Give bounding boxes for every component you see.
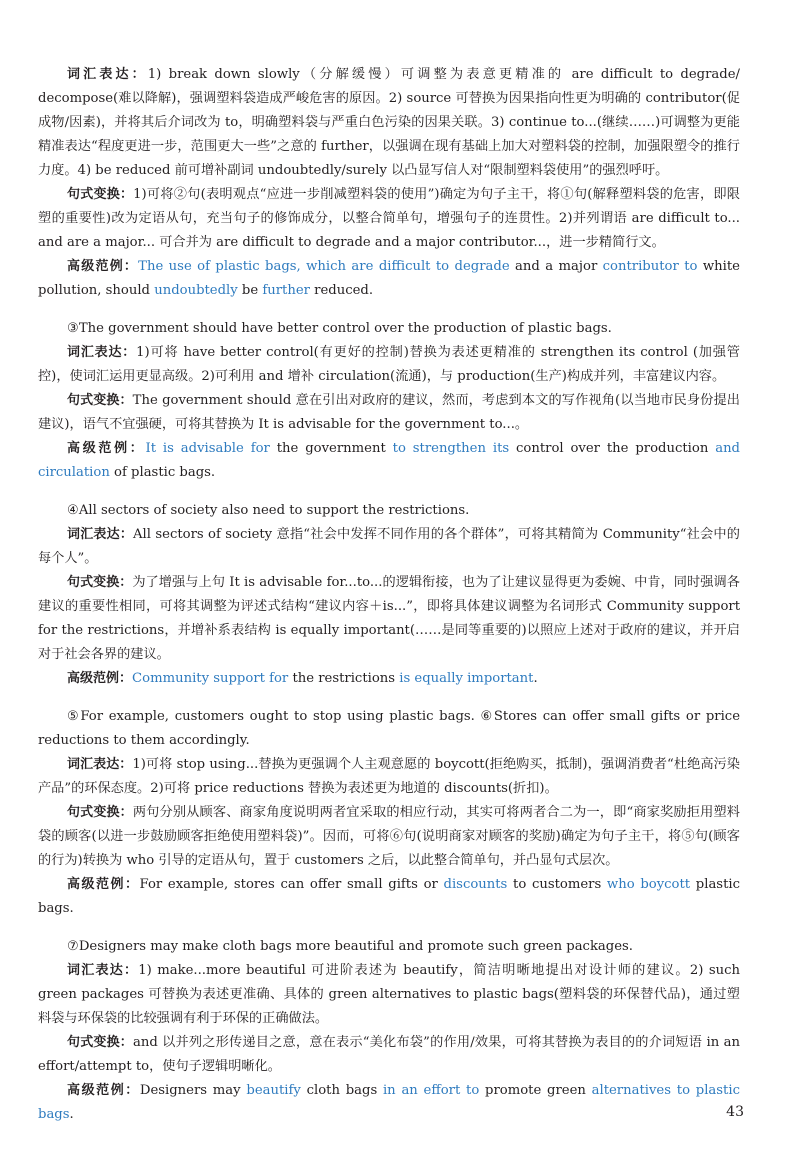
vocab-label: 词汇表达： [67, 963, 139, 978]
text: be [237, 283, 263, 298]
highlight: and circulation [38, 441, 741, 480]
page-number: 43 [726, 1104, 744, 1120]
example-paragraph [38, 873, 740, 921]
highlight: who boycott [606, 877, 691, 892]
syntax-label: 句式变换： [67, 805, 133, 820]
syntax-label: 句式变换： [67, 575, 133, 590]
highlight: It is advisable for [145, 441, 270, 456]
syntax-paragraph [38, 183, 740, 255]
vocab-label: 词汇表达： [67, 527, 134, 542]
example-label: 高级范例： [67, 877, 140, 892]
text: . [533, 671, 538, 686]
highlight: to strengthen its [392, 441, 510, 456]
text: cloth bags [300, 1083, 383, 1098]
highlight: undoubtedly [154, 283, 238, 298]
original-sentence: ④All sectors of society also need to support the restrictions. [67, 503, 470, 518]
syntax-text: The government should 意在引出对政府的建议，然而，考虑到本文的写作视角(以当地市民身份提出建议)，语气不宜强硬，可将其替换为 It is advisable for the government to...。 [38, 393, 740, 432]
vocab-text: 1) make...more beautiful 可进阶表述为 beautify，简洁明晰地提出对设计师的建议。2) such green packages 可替换为表述更准确、具体的 green alternatives to plastic bags(塑料袋的环保替代品)，通过塑料袋与环保袋的比较强调有利于环保的正确做法。 [38, 963, 740, 1026]
text: and a major [509, 259, 603, 274]
highlight: in an effort to [382, 1083, 480, 1098]
text: to customers [507, 877, 607, 892]
text: Designers may [139, 1083, 247, 1098]
syntax-paragraph [38, 389, 740, 437]
highlight: discounts [443, 877, 508, 892]
highlight: contributor to [602, 259, 698, 274]
syntax-text: and 以并列之形传递目之意，意在表示“美化布袋”的作用/效果，可将其替换为表目的的介词短语 in an effort/attempt to，使句子逻辑明晰化。 [38, 1035, 740, 1074]
highlight: alternatives to plastic bags [38, 1083, 740, 1122]
example-paragraph [38, 437, 740, 485]
original-sentence: ⑤For example, customers ought to stop using plastic bags. ⑥Stores can offer small gifts or price reductions to them accordingly. [38, 709, 740, 748]
vocab-paragraph [38, 753, 740, 801]
example-label: 高级范例： [67, 1083, 140, 1098]
example-label: 高级范例： [67, 671, 133, 686]
vocab-paragraph [38, 341, 740, 389]
syntax-paragraph [38, 571, 740, 667]
original-sentence: ③The government should have better control over the production of plastic bags. [67, 321, 612, 336]
vocab-paragraph [38, 523, 740, 571]
syntax-text: 为了增强与上句 It is advisable for...to...的逻辑衔接，也为了让建议显得更为委婉、中肯，同时强调各建议的重要性相同，可将其调整为评述式结构“建议内容＋is...”，即将具体建议调整为名词形式 Community support for the restrictions，并增补系表结构 is equally important(……是同等重要的)以照应上述对于政府的建议，并开启对于社会各界的建议。 [38, 575, 740, 662]
vocab-label: 词汇表达： [67, 67, 148, 82]
vocab-text: 1) break down slowly（分解缓慢）可调整为表意更精准的 are difficult to degrade/ decompose(难以降解)，强调塑料袋造成严峻危害的原因。2) source 可替换为因果指向性更为明确的 contributor(促成物/因素)，并将其后介词改为 to，明确塑料袋与严重白色污染的因果关联。3) continue to...(继续……)可调整为更能精准表达“程度更进一步，范围更大一些”之意的 further，以强调在现有基础上加大对塑料袋的控制，加强限塑令的推行力度。4) be reduced 前可增补副词 undoubtedly/surely 以凸显写信人对“限制塑料袋使用”的强烈呼吁。 [38, 67, 740, 178]
text: promote green [479, 1083, 592, 1098]
vocab-text: All sectors of society 意指“社会中发挥不同作用的各个群体”，可将其精简为 Community“社会中的每个人”。 [38, 527, 740, 566]
text: For example, stores can offer small gifts or [139, 877, 444, 892]
text: reduced. [309, 283, 374, 298]
syntax-paragraph [38, 1031, 740, 1079]
syntax-text: 两句分别从顾客、商家角度说明两者宜采取的相应行动，其实可将两者合二为一，即“商家奖励拒用塑料袋的顾客(以进一步鼓励顾客拒绝使用塑料袋)”。因而，可将⑥句(说明商家对顾客的奖励)确定为句子主干，将⑤句(顾客的行为)转换为 who 引导的定语从句，置于 customers 之后，以此整合简单句，并凸显句式层次。 [38, 805, 740, 868]
example-paragraph [38, 255, 740, 303]
syntax-label: 句式变换： [67, 393, 133, 408]
syntax-paragraph [38, 801, 740, 873]
vocab-text: 1)可将 stop using...替换为更强调个人主观意愿的 boycott(拒绝购买，抵制)，强调消费者“杜绝高污染产品”的环保态度。2)可将 price reductions 替换为表述更为地道的 discounts(折扣)。 [38, 757, 740, 796]
text: the restrictions [288, 671, 400, 686]
text: plastic bags. [38, 877, 740, 916]
syntax-label: 句式变换： [67, 1035, 133, 1050]
highlight: Community support for [132, 671, 289, 686]
vocab-text: 1)可将 have better control(有更好的控制)替换为表述更精准的 strengthen its control (加强管控)，使词汇运用更显高级。2)可利用 and 增补 circulation(流通)，与 production(生产)构成并列，丰富建议内容。 [38, 345, 740, 384]
syntax-text: 1)可将②句(表明观点“应进一步削减塑料袋的使用”)确定为句子主干，将①句(解释塑料袋的危害，即限塑的重要性)改为定语从句，充当句子的修饰成分，以整合简单句，增强句子的连贯性。2)并列谓语 are difficult to... and are a major... 可合并为 are difficult to degrade and a major contributor...，进一步精简行文。 [38, 187, 740, 250]
text: . [69, 1107, 74, 1122]
example-label: 高级范例： [67, 259, 139, 274]
vocab-paragraph [38, 959, 740, 1031]
highlight: The use of plastic bags, which are difficult to degrade [138, 259, 510, 274]
text: white pollution, should [38, 259, 740, 298]
syntax-label: 句式变换： [67, 187, 134, 202]
highlight: is equally important [399, 671, 534, 686]
highlight: further [262, 283, 310, 298]
example-label: 高级范例： [67, 441, 146, 456]
original-sentence: ⑦Designers may make cloth bags more beautiful and promote such green packages. [67, 939, 633, 954]
example-paragraph [38, 667, 740, 691]
text: of plastic bags. [109, 465, 216, 480]
text: the government [269, 441, 393, 456]
example-paragraph [38, 1079, 740, 1127]
vocab-paragraph [38, 63, 740, 183]
highlight: beautify [246, 1083, 301, 1098]
text: control over the production [509, 441, 716, 456]
vocab-label: 词汇表达： [67, 757, 133, 772]
vocab-label: 词汇表达： [67, 345, 137, 360]
